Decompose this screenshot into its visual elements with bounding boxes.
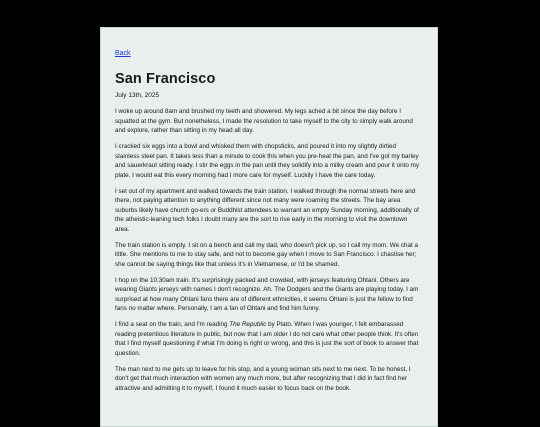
- back-link[interactable]: Back: [115, 50, 131, 57]
- paragraph-6-text-before: I find a seat on the train, and I'm reading: [115, 321, 230, 328]
- blog-post-card: [100, 27, 438, 427]
- paragraph-4: The train station is empty. I sit on a bench and call my dad, who doesn't pick up, so I call my mom. We chat a little. She mentions to me to stay safe, and not to become gay when I move to San Francisco. I chastise her; she cannot be saying things like that unless it's in Vietnamese, or I'd be shamed.: [115, 241, 419, 268]
- post-date: July 13th, 2025: [115, 92, 160, 99]
- paragraph-2: I cracked six eggs into a bowl and whisked them with chopsticks, and poured it into my slightly dirtied stainless steel pan. It takes less than a minute to cook this when you pre-heat the pan, and I've got my barley and sauerkraut sitting ready. I stir the eggs in the pan until they solidify into a milky cream and pour it onto my plate. I would eat this every morning had I more care for myself. Luckily I have the care today.: [115, 143, 420, 179]
- paragraph-7: The man next to me gets up to leave for his stop, and a young woman sits next to me next. To be honest, I don't get that much interaction with women any much more, but after recognizing that I did in fact find her attractive and admitting it to myself, I found it much easier to focus back on the book.: [115, 365, 411, 392]
- paragraph-6: [115, 320, 422, 358]
- book-title: The Republic: [229, 321, 267, 328]
- paragraph-3: I set out of my apartment and walked towards the train station. I walked through the normal streets here and there, not paying attention to anything different since not many were roaming the streets. The bay area suburbs likely have church go-ers or Buddhist attendees to warrant an empty Sunday morning, additionally of the atheistic-leaning tech folks I doubt many are the sort to rise early in the morning to visit the downtown area.: [115, 187, 419, 233]
- paragraph-5: I hop on the 10:30am train. It's surprisingly packed and crowded, with jerseys featuring Ohtani. Others are wearing Giants jerseys with names I don't recognize. Ah. The Dodgers and the Giants are playing today. I am surprised at how many Ohtani fans there are of different ethnicities, it seems Ohtani is just the fellow to find fans no matter where. Personally, I am a fan of Ohtani and find him funny.: [115, 276, 419, 312]
- paragraph-6-text-after: by Plato. When I was younger, I felt embarassed reading pretentious literature in public, but now that I am older I do not care what other people think. It's often that I find myself questioning if what I'm doing is right or wrong, and this is just the sort of book to answer that question.: [115, 321, 419, 357]
- page-title: San Francisco: [115, 71, 216, 87]
- paragraph-1: I woke up around 8am and brushed my teeth and showered. My legs ached a bit since the day before I squatted at the gym. But nonetheless, I made the resolution to take myself to the city to simply walk around and explore, rather than sitting in my head all day.: [115, 108, 413, 134]
